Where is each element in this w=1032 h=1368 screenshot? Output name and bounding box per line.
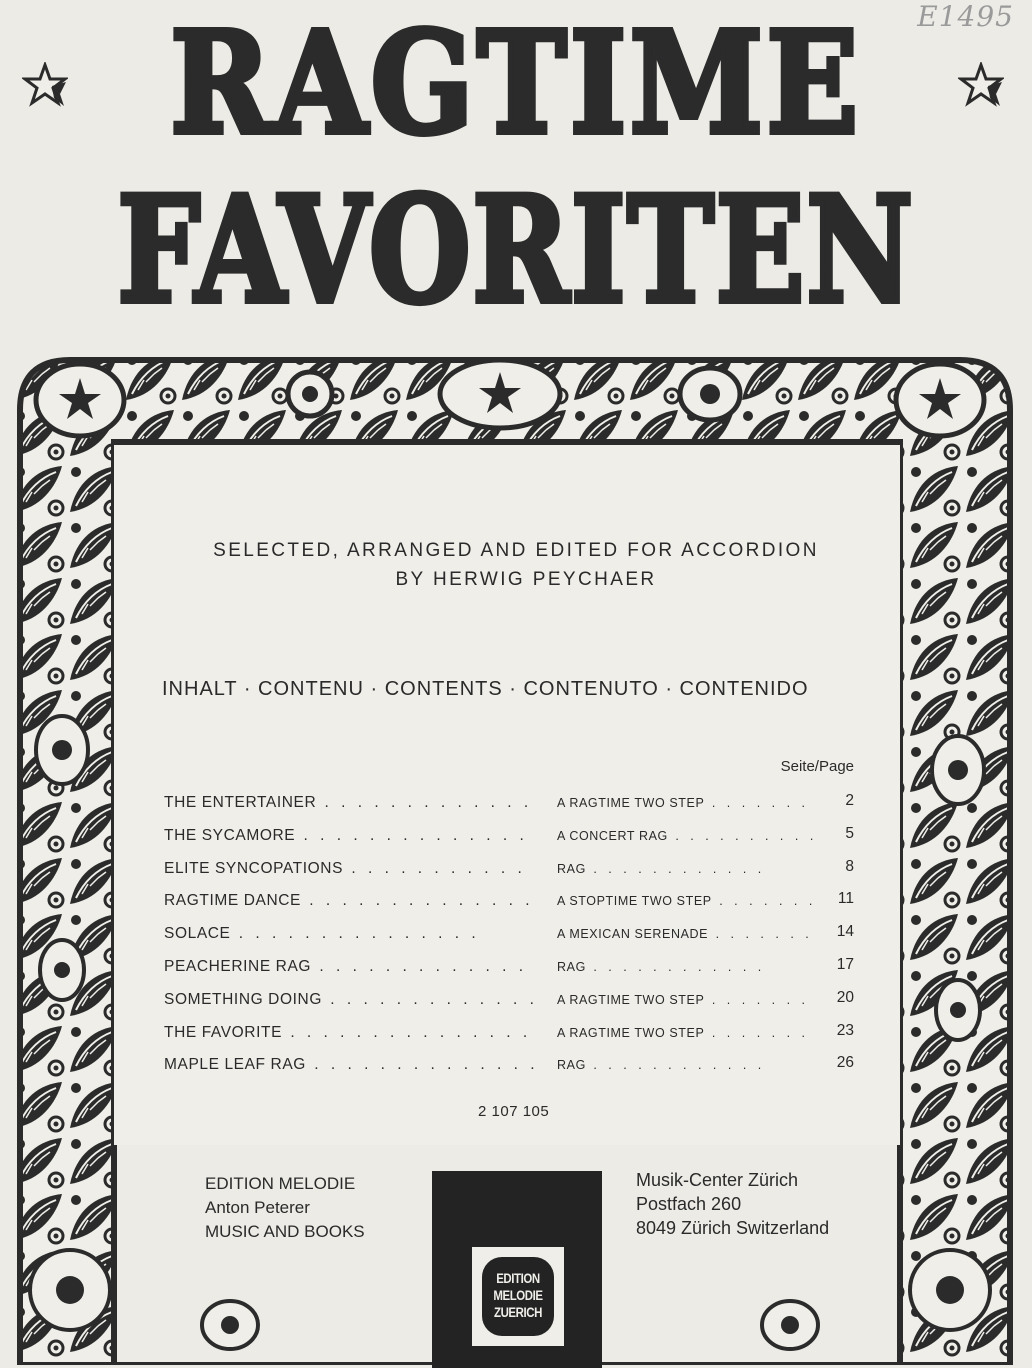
toc-style: A RAGTIME TWO STEP . .: [557, 1026, 817, 1040]
logo-line: EDITION: [496, 1271, 540, 1286]
toc-entry: [160, 790, 860, 823]
toc-style: A MEXICAN SERENADE . .: [557, 927, 817, 941]
publisher-tagline: MUSIC AND BOOKS: [205, 1222, 365, 1241]
toc-title: SOMETHING DOING . .: [164, 991, 534, 1009]
toc-page-number: 8: [845, 857, 854, 875]
toc-entry: [160, 1020, 860, 1053]
catalog-number: 2 107 105: [478, 1103, 550, 1120]
toc-style: A RAGTIME TWO STEP . .: [557, 993, 817, 1007]
toc-style: A RAGTIME TWO STEP . .: [557, 796, 817, 810]
table-of-contents: [160, 790, 860, 1085]
toc-title: THE FAVORITE . .: [164, 1024, 534, 1042]
toc-title: RAGTIME DANCE . .: [164, 892, 534, 910]
page-column-header: Seite/Page: [780, 758, 854, 775]
toc-page-number: 17: [836, 955, 854, 973]
publisher-block: [205, 1172, 365, 1244]
toc-page-number: 5: [845, 824, 854, 842]
toc-entry: [160, 888, 860, 921]
toc-page-number: 20: [836, 988, 854, 1006]
logo-line: ZUERICH: [493, 1305, 543, 1320]
address-line-city: 8049 Zürich Switzerland: [636, 1218, 830, 1238]
star-ornament-icon: [22, 62, 68, 108]
toc-page-number: 14: [836, 923, 854, 941]
address-block: [636, 1168, 829, 1240]
publisher-name: EDITION MELODIE: [205, 1174, 356, 1193]
toc-style: RAG . .: [557, 862, 817, 876]
toc-entry: [160, 823, 860, 856]
star-ornament-icon: [958, 62, 1004, 108]
toc-style: RAG . .: [557, 960, 817, 974]
logo-badge: [482, 1257, 554, 1336]
toc-page-number: 26: [836, 1054, 854, 1072]
title-line-ragtime: RAGTIME: [170, 2, 862, 166]
toc-title: THE SYCAMORE . .: [164, 827, 534, 845]
subtitle-arrangement: SELECTED, ARRANGED AND EDITED FOR ACCORDION: [213, 540, 819, 561]
address-line-company: Musik-Center Zürich: [636, 1170, 799, 1190]
toc-title: MAPLE LEAF RAG . .: [164, 1056, 534, 1074]
pencil-catalog-mark: E1495: [917, 0, 1014, 33]
contents-heading: INHALT · CONTENU · CONTENTS · CONTENUTO · CONTENIDO: [162, 678, 809, 700]
logo-frame: [472, 1247, 564, 1346]
title-line-favoriten: FAVORITEN: [117, 165, 915, 336]
toc-title: PEACHERINE RAG . .: [164, 958, 534, 976]
toc-style: RAG . .: [557, 1058, 817, 1072]
toc-page-number: 11: [837, 890, 854, 908]
publisher-owner: Anton Peterer: [205, 1198, 310, 1217]
publisher-logo: [432, 1171, 602, 1368]
toc-page-number: 23: [836, 1021, 854, 1039]
toc-entry: [160, 921, 860, 954]
toc-style: A CONCERT RAG . .: [557, 829, 817, 843]
subtitle-arranger: BY HERWIG PEYCHAER: [395, 569, 657, 590]
logo-line: MELODIE: [493, 1288, 543, 1303]
toc-entry: [160, 987, 860, 1020]
toc-entry: [160, 1052, 860, 1085]
logo-text: [487, 1270, 548, 1321]
address-line-postbox: Postfach 260: [636, 1194, 742, 1214]
toc-title: SOLACE . .: [164, 925, 534, 943]
toc-title: ELITE SYNCOPATIONS . .: [164, 860, 534, 878]
toc-page-number: 2: [845, 792, 854, 809]
toc-title: THE ENTERTAINER . .: [164, 794, 534, 812]
toc-entry: [160, 954, 860, 987]
toc-style: A STOPTIME TWO STEP . .: [557, 894, 817, 908]
toc-entry: [160, 856, 860, 889]
